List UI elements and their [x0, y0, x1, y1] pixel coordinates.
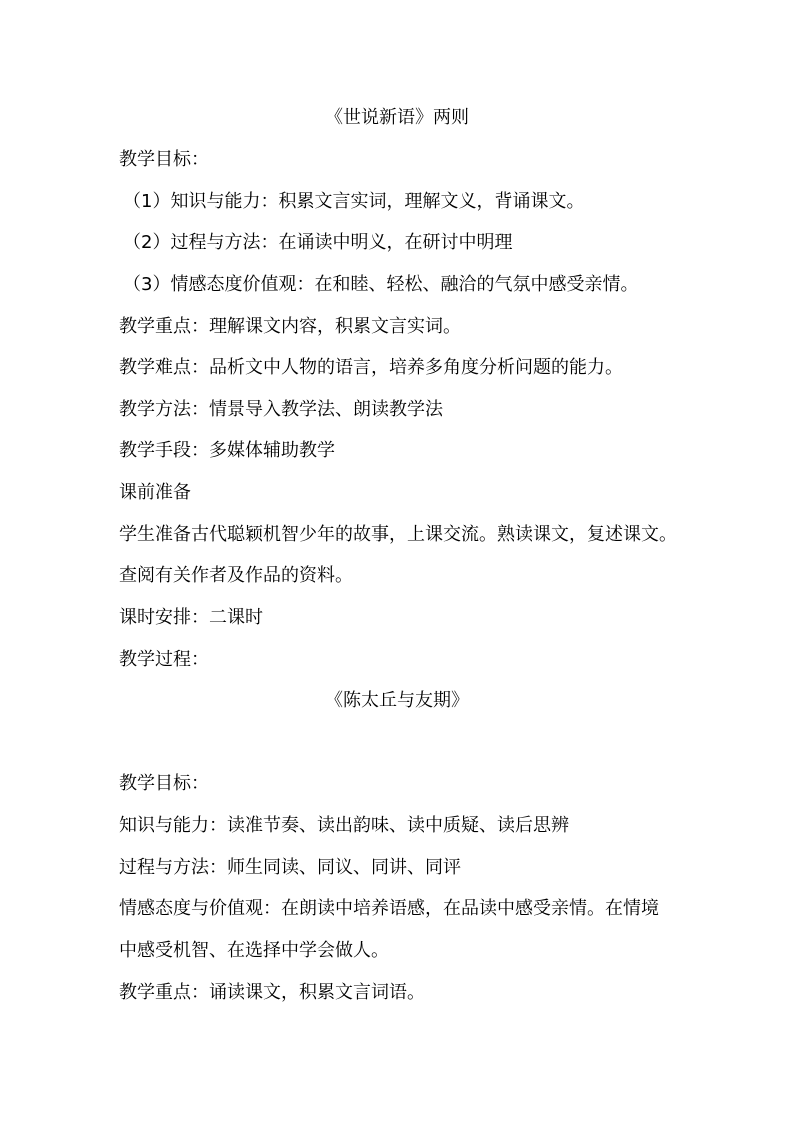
pre-class-preparation-heading: 课前准备: [119, 482, 191, 503]
section2-emotion-values-continued: 中感受机智、在选择中学会做人。: [119, 940, 389, 961]
pre-class-preparation-text-continued: 查阅有关作者及作品的资料。: [119, 565, 353, 586]
teaching-methods: 教学方法：情景导入教学法、朗读教学法: [119, 399, 443, 420]
section2-teaching-goals-heading: 教学目标：: [119, 773, 209, 794]
teaching-goals-heading: 教学目标：: [119, 149, 209, 170]
document-title: 《世说新语》两则: [325, 107, 469, 128]
section2-process-method: 过程与方法：师生同读、同议、同讲、同评: [119, 857, 461, 878]
goal-emotion-values: （3）情感态度价值观：在和睦、轻松、融洽的气氛中感受亲情。: [123, 274, 639, 295]
section2-emotion-values: 情感态度与价值观：在朗读中培养语感，在品读中感受亲情。在情境: [119, 898, 659, 919]
lesson-arrangement: 课时安排：二课时: [119, 607, 263, 628]
section2-knowledge-ability: 知识与能力：读准节奏、读出韵味、读中质疑、读后思辨: [119, 815, 569, 836]
teaching-process-heading: 教学过程：: [119, 649, 209, 670]
teaching-difficulties: 教学难点：品析文中人物的语言，培养多角度分析问题的能力。: [119, 357, 623, 378]
pre-class-preparation-text: 学生准备古代聪颖机智少年的故事，上课交流。熟读课文，复述课文。: [119, 524, 677, 545]
goal-knowledge-ability: （1）知识与能力：积累文言实词，理解文义，背诵课文。: [123, 191, 585, 212]
section-subtitle: 《陈太丘与友期》: [325, 690, 469, 711]
goal-process-method: （2）过程与方法：在诵读中明义，在研讨中明理: [123, 232, 513, 253]
section2-teaching-key-points: 教学重点：诵读课文，积累文言词语。: [119, 982, 425, 1003]
teaching-means: 教学手段：多媒体辅助教学: [119, 440, 335, 461]
teaching-key-points: 教学重点：理解课文内容，积累文言实词。: [119, 316, 461, 337]
